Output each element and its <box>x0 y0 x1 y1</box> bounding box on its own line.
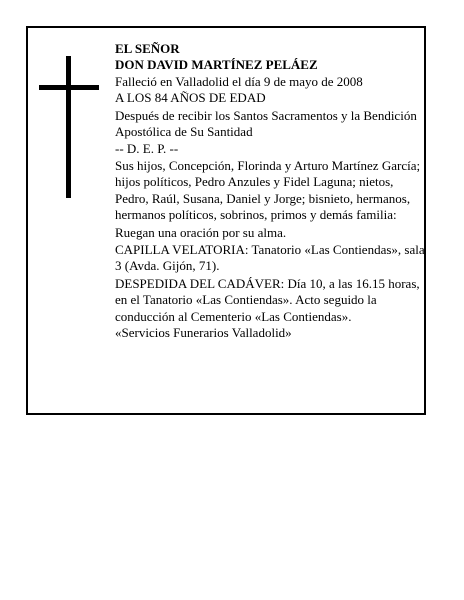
obituary-notice <box>26 26 426 415</box>
cross-horizontal-bar <box>39 85 99 90</box>
notice-family: Sus hijos, Concepción, Florinda y Arturo Martínez García; hijos políticos, Pedro Anzules y Fidel Laguna; nietos, Pedro, Raúl, Susana, Daniel y Jorge; bisnieto, hermanos, hermanos políticos, sobrinos, primos y demás familia: <box>115 158 421 222</box>
notice-farewell: DESPEDIDA DEL CADÁVER: Día 10, a las 16.15 horas, en el Tanatorio «Las Contiendas». Acto seguido la conducción al Cementerio «Las Contiendas». <box>115 276 420 324</box>
notice-funeral-home: «Servicios Funerarios Valladolid» <box>115 325 292 341</box>
notice-heading-name: DON DAVID MARTÍNEZ PELÁEZ <box>115 57 318 73</box>
cross-vertical-bar <box>66 56 71 198</box>
notice-dep: -- D. E. P. -- <box>115 140 179 156</box>
notice-death-line: Falleció en Valladolid el día 9 de mayo de 2008 <box>115 73 363 89</box>
notice-heading-title: EL SEÑOR <box>115 41 180 56</box>
cross-icon <box>39 56 99 198</box>
notice-sacraments: Después de recibir los Santos Sacramentos y la Bendición Apostólica de Su Santidad <box>115 108 417 140</box>
notice-prayer: Ruegan una oración por su alma. <box>115 225 287 241</box>
notice-text <box>115 41 429 341</box>
notice-chapel: CAPILLA VELATORIA: Tanatorio «Las Contiendas», sala 3 (Avda. Gijón, 71). <box>115 241 425 273</box>
notice-age-line: A LOS 84 AÑOS DE EDAD <box>115 89 266 105</box>
